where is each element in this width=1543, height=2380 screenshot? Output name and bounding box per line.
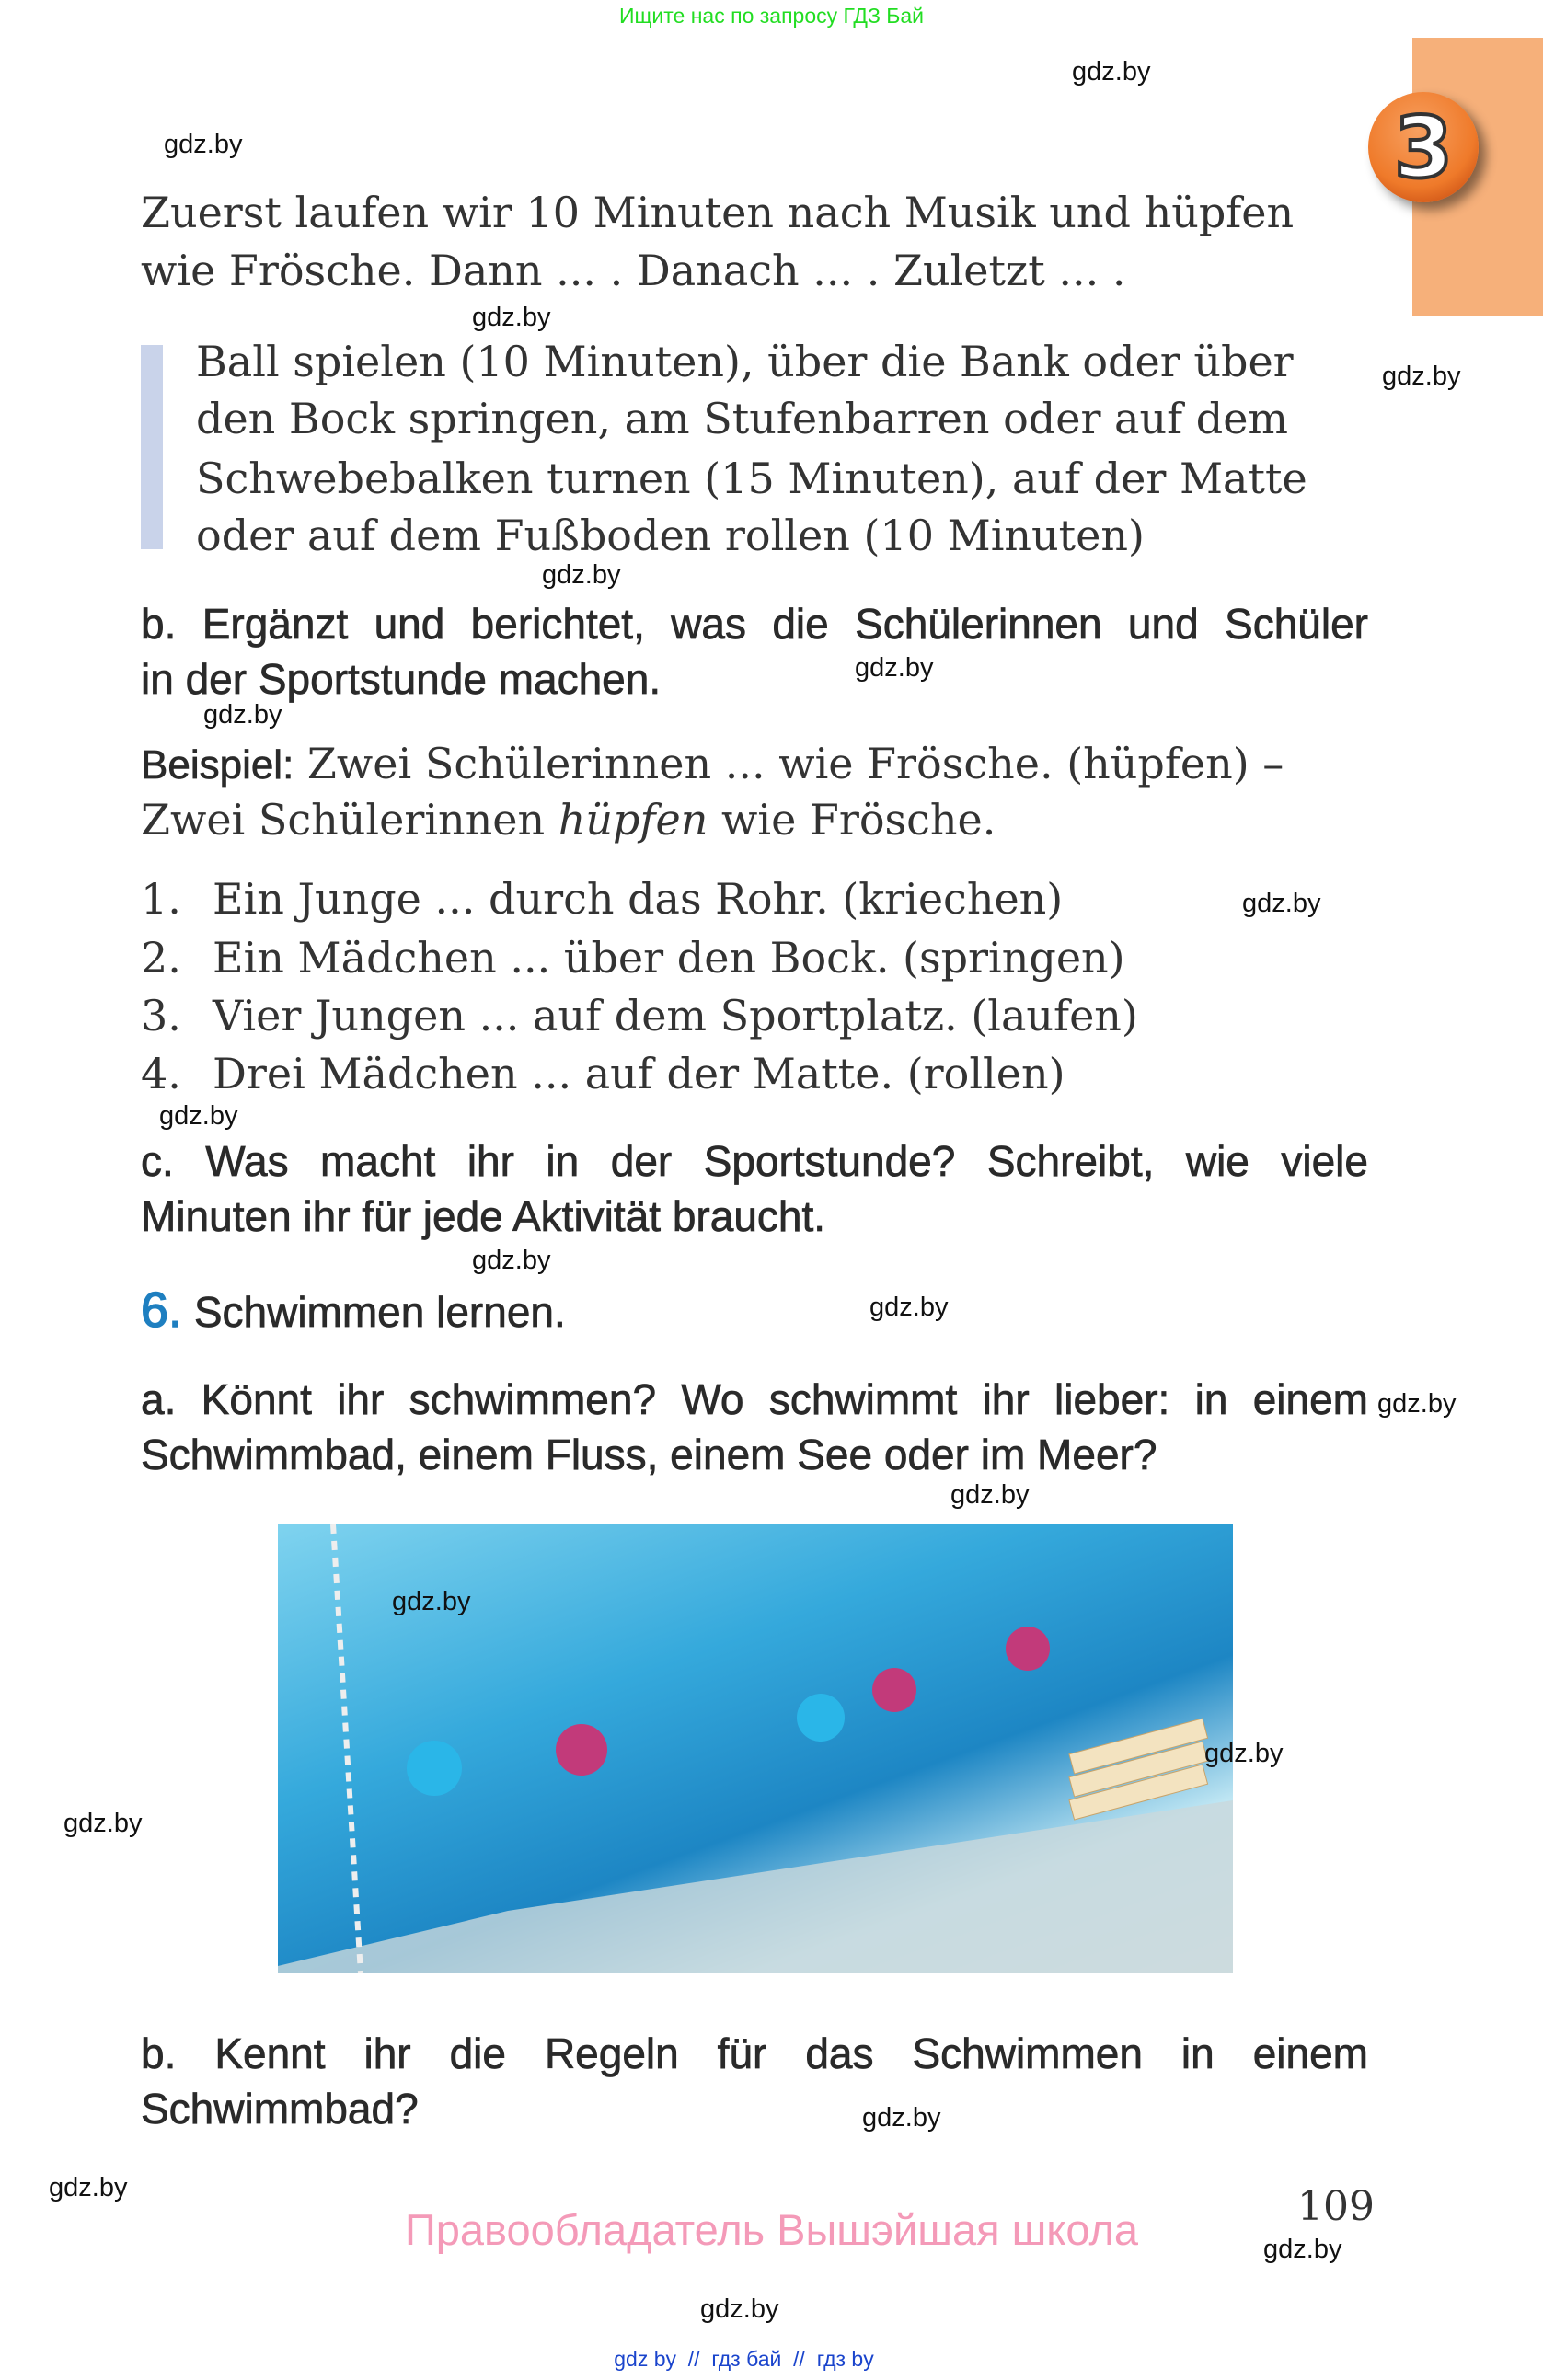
example-line: Beispiel: Zwei Schülerinnen ... wie Frösche. (hüpfen) – <box>141 739 1284 788</box>
watermark: gdz.by <box>1382 362 1461 391</box>
watermark: gdz.by <box>1072 57 1151 86</box>
activity-line: Schwebebalken turnen (15 Minuten), auf der Matte <box>196 454 1307 503</box>
watermark: gdz.by <box>1377 1389 1457 1419</box>
watermark: gdz.by <box>164 130 243 159</box>
task-c-line: Minuten ihr für jede Aktivität braucht. <box>141 1192 826 1240</box>
task-b-line: b. Ergänzt und berichtet, was die Schülerinnen und Schüler <box>141 600 1368 648</box>
page-number: 109 <box>1297 2183 1375 2230</box>
example-line: Zwei Schülerinnen hüpfen wie Frösche. <box>141 795 996 845</box>
activity-line: oder auf dem Fußboden rollen (10 Minuten) <box>196 511 1145 560</box>
watermark: gdz.by <box>392 1587 471 1616</box>
footer-links[interactable]: gdz by // гдз бай // гдз by <box>614 2347 874 2371</box>
watermark: gdz.by <box>203 700 282 730</box>
watermark: gdz.by <box>1242 889 1321 918</box>
activity-line: den Bock springen, am Stufenbarren oder auf dem <box>196 394 1289 443</box>
watermark: gdz.by <box>542 560 621 590</box>
task-6b-line: b. Kennt ihr die Regeln für das Schwimmen in einem <box>141 2029 1368 2077</box>
exercise-item: 2. Ein Mädchen ... über den Bock. (springen) <box>141 933 1125 983</box>
watermark: gdz.by <box>1263 2235 1342 2264</box>
task-c-line: c. Was macht ihr in der Sportstunde? Schreibt, wie viele <box>141 1137 1368 1185</box>
watermark: gdz.by <box>472 303 551 332</box>
watermark: gdz.by <box>862 2103 941 2133</box>
chapter-badge: 3 <box>1368 92 1479 202</box>
task-6a-line: Schwimmbad, einem Fluss, einem See oder im Meer? <box>141 1431 1157 1478</box>
intro-line: wie Frösche. Dann ... . Danach ... . Zuletzt ... . <box>141 246 1126 295</box>
task-6a-line: a. Könnt ihr schwimmen? Wo schwimmt ihr lieber: in einem <box>141 1375 1368 1423</box>
watermark: gdz.by <box>700 2294 779 2324</box>
watermark: gdz.by <box>855 653 934 683</box>
section-6-heading: 6. Schwimmen lernen. <box>141 1282 566 1338</box>
watermark: gdz.by <box>472 1246 551 1275</box>
watermark: gdz.by <box>869 1293 949 1322</box>
exercise-item: 1. Ein Junge ... durch das Rohr. (kriechen) <box>141 874 1064 924</box>
watermark: gdz.by <box>159 1101 238 1131</box>
example-label: Beispiel: <box>141 742 294 788</box>
exercise-item: 4. Drei Mädchen ... auf der Matte. (rollen) <box>141 1049 1065 1098</box>
search-hint[interactable]: Ищите нас по запросу ГДЗ Бай <box>618 4 925 28</box>
exercise-item: 3. Vier Jungen ... auf dem Sportplatz. (laufen) <box>141 991 1138 1041</box>
watermark: gdz.by <box>63 1809 143 1838</box>
watermark: gdz.by <box>1204 1739 1284 1768</box>
activity-line: Ball spielen (10 Minuten), über die Bank oder über <box>196 337 1294 386</box>
section-number: 6. <box>141 1282 183 1338</box>
copyright-notice: Правообладатель Вышэйшая школа <box>404 2205 1139 2254</box>
watermark: gdz.by <box>950 1480 1030 1510</box>
task-b-line: in der Sportstunde machen. <box>141 655 662 703</box>
activities-bar <box>141 345 163 549</box>
intro-line: Zuerst laufen wir 10 Minuten nach Musik und hüpfen <box>141 188 1295 237</box>
watermark: gdz.by <box>49 2173 128 2202</box>
task-6b-line: Schwimmbad? <box>141 2085 419 2133</box>
